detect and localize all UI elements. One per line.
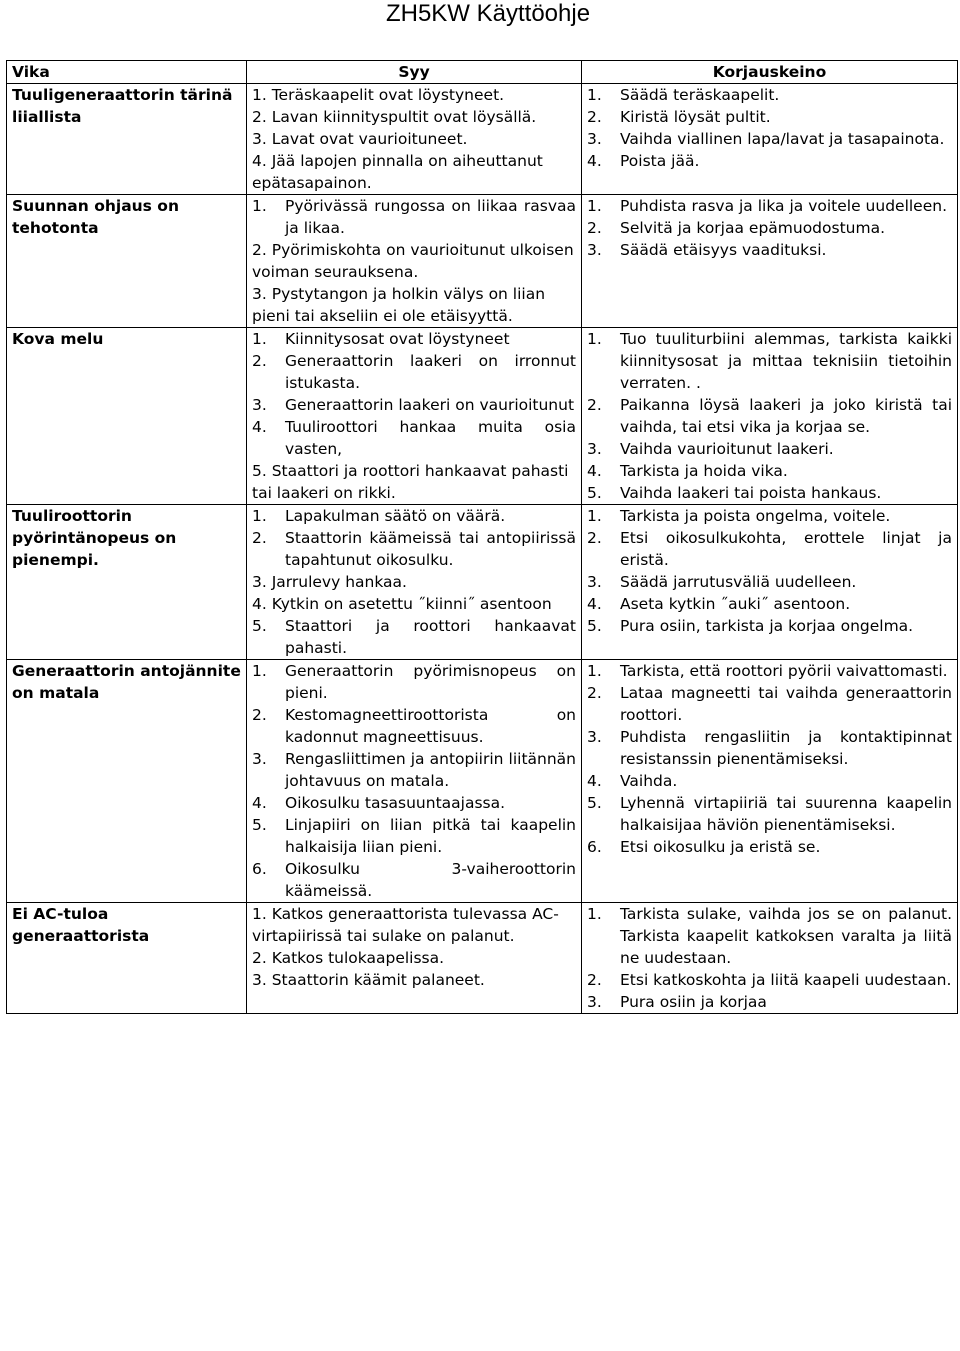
- item-text: Säädä teräskaapelit.: [620, 86, 780, 104]
- item-text: Tarkista, että roottori pyörii vaivattomasti.: [620, 662, 948, 680]
- cause-item: [252, 792, 576, 814]
- item-number: 6.: [252, 860, 267, 878]
- item-text: Staattorin käämeissä tai antopiirissä tapahtunut oikosulku.: [285, 529, 576, 569]
- fix-item: [587, 660, 952, 682]
- item-text: Pura osiin, tarkista ja korjaa ongelma.: [620, 617, 914, 635]
- item-number: 4.: [252, 418, 267, 436]
- cause-item: [252, 660, 576, 704]
- cause-item: [252, 704, 576, 748]
- fix-item: [587, 571, 952, 593]
- cause-cell: [247, 660, 582, 903]
- issue-cell: Ei AC-tuloa generaattorista: [7, 903, 247, 1014]
- item-text: Poista jää.: [620, 152, 700, 170]
- page-title: ZH5KW Käyttöohje: [385, 0, 591, 27]
- item-number: 3.: [587, 241, 602, 259]
- cause-item: [252, 195, 576, 239]
- cause-item: 1. Katkos generaattorista tulevassa AC-virtapiirissä tai sulake on palanut.: [252, 905, 559, 945]
- item-text: Puhdista rengasliitin ja kontaktipinnat resistanssin pienentämiseksi.: [620, 728, 952, 768]
- item-number: 2.: [252, 706, 267, 724]
- item-number: 1.: [252, 197, 267, 215]
- item-number: 5.: [252, 617, 267, 635]
- fix-item: [587, 969, 952, 991]
- cause-item: 2. Katkos tulokaapelissa.: [252, 949, 445, 967]
- table-row: [7, 84, 958, 195]
- fix-item: [587, 394, 952, 438]
- item-text: Puhdista rasva ja lika ja voitele uudelleen.: [620, 197, 947, 215]
- item-text: Pyörivässä rungossa on liikaa rasvaa ja likaa.: [285, 197, 576, 237]
- item-text: Lyhennä virtapiiriä tai suurenna kaapelin halkaisijaa häviön pienentämiseksi.: [620, 794, 952, 834]
- item-number: 1.: [252, 507, 267, 525]
- item-text: Aseta kytkin ˝auki˝ asentoon.: [620, 595, 851, 613]
- fix-cell: [582, 328, 958, 505]
- cause-item: [252, 858, 576, 902]
- cause-item: 4. Jää lapojen pinnalla on aiheuttanut epätasapainon.: [252, 152, 543, 192]
- item-number: 5.: [252, 816, 267, 834]
- cause-item: [252, 814, 576, 858]
- cause-item: [252, 350, 576, 394]
- item-text: Lapakulman säätö on väärä.: [285, 507, 506, 525]
- issue-cell: Kova melu: [7, 328, 247, 505]
- cause-item: 2. Lavan kiinnityspultit ovat löysällä.: [252, 108, 537, 126]
- cause-item: [252, 748, 576, 792]
- issue-cell: Tuuliroottorin pyörintänopeus on pienempi.: [7, 505, 247, 660]
- item-number: 2.: [252, 352, 267, 370]
- fix-item: [587, 195, 952, 217]
- item-number: 1.: [587, 507, 602, 525]
- table-row: [7, 328, 958, 505]
- item-text: Generaattorin laakeri on vaurioitunut: [285, 396, 575, 414]
- item-number: 3.: [587, 440, 602, 458]
- fix-item: [587, 460, 952, 482]
- item-number: 1.: [252, 330, 267, 348]
- item-number: 2.: [252, 529, 267, 547]
- fix-item: [587, 128, 952, 150]
- item-text: Tarkista sulake, vaihda jos se on palanut. Tarkista kaapelit katkoksen varalta ja liitä ne uudestaan.: [620, 905, 952, 967]
- header-korjauskeino: Korjauskeino: [582, 61, 958, 84]
- item-text: Tuo tuuliturbiini alemmas, tarkista kaikki kiinnitysosat ja mittaa teknisiin tietoihin verraten. .: [620, 330, 952, 392]
- table-row: [7, 195, 958, 328]
- cause-item: [252, 615, 576, 659]
- item-number: 1.: [587, 86, 602, 104]
- item-text: Kestomagneettiroottorista on kadonnut magneettisuus.: [285, 706, 576, 746]
- item-number: 2.: [587, 529, 602, 547]
- item-number: 5.: [587, 794, 602, 812]
- fix-item: [587, 150, 952, 172]
- header-vika: Vika: [7, 61, 247, 84]
- cause-cell: [247, 328, 582, 505]
- cause-item: [252, 416, 576, 460]
- item-number: 1.: [587, 662, 602, 680]
- item-text: Generaattorin laakeri on irronnut istukasta.: [285, 352, 576, 392]
- fix-cell: [582, 195, 958, 328]
- fix-item: [587, 836, 952, 858]
- item-text: Generaattorin pyörimisnopeus on pieni.: [285, 662, 576, 702]
- item-text: Säädä jarrutusväliä uudelleen.: [620, 573, 857, 591]
- issue-cell: Tuuligeneraattorin tärinä liiallista: [7, 84, 247, 195]
- item-number: 1.: [252, 662, 267, 680]
- item-text: Oikosulku tasasuuntaajassa.: [285, 794, 506, 812]
- item-text: Linjapiiri on liian pitkä tai kaapelin halkaisija liian pieni.: [285, 816, 576, 856]
- fix-cell: [582, 903, 958, 1014]
- item-number: 1.: [587, 905, 602, 923]
- fix-cell: [582, 660, 958, 903]
- cause-cell: [247, 903, 582, 1014]
- item-text: Staattori ja roottori hankaavat pahasti.: [285, 617, 576, 657]
- table-row: [7, 903, 958, 1014]
- item-text: Pura osiin ja korjaa: [620, 993, 767, 1011]
- item-text: Oikosulku 3-vaiheroottorin käämeissä.: [285, 860, 576, 900]
- item-text: Rengasliittimen ja antopiirin liitännän johtavuus on matala.: [285, 750, 576, 790]
- fix-item: [587, 682, 952, 726]
- troubleshooting-table: [6, 60, 958, 1014]
- table-row: [7, 505, 958, 660]
- item-number: 4.: [252, 794, 267, 812]
- cause-item: 4. Kytkin on asetettu ˝kiinni˝ asentoon: [252, 595, 552, 613]
- cause-item: 1. Teräskaapelit ovat löystyneet.: [252, 86, 505, 104]
- item-number: 3.: [587, 573, 602, 591]
- item-text: Vaihda vaurioitunut laakeri.: [620, 440, 834, 458]
- item-number: 3.: [587, 728, 602, 746]
- item-text: Etsi oikosulkukohta, erottele linjat ja eristä.: [620, 529, 952, 569]
- item-number: 3.: [252, 396, 267, 414]
- item-text: Paikanna löysä laakeri ja joko kiristä tai vaihda, tai etsi vika ja korjaa se.: [620, 396, 952, 436]
- item-number: 3.: [587, 993, 602, 1011]
- cause-item: 3. Pystytangon ja holkin välys on liian pieni tai akseliin ei ole etäisyyttä.: [252, 285, 546, 325]
- cause-item: [252, 505, 576, 527]
- item-text: Etsi katkoskohta ja liitä kaapeli uudestaan.: [620, 971, 952, 989]
- item-text: Vaihda.: [620, 772, 678, 790]
- item-number: 5.: [587, 484, 602, 502]
- table-row: [7, 660, 958, 903]
- issue-cell: Generaattorin antojännite on matala: [7, 660, 247, 903]
- fix-item: [587, 505, 952, 527]
- item-text: Lataa magneetti tai vaihda generaattorin roottori.: [620, 684, 952, 724]
- item-number: 4.: [587, 772, 602, 790]
- table-header-row: [7, 61, 958, 84]
- fix-item: [587, 106, 952, 128]
- fix-item: [587, 903, 952, 969]
- cause-item: 5. Staattori ja roottori hankaavat pahasti tai laakeri on rikki.: [252, 462, 569, 502]
- fix-item: [587, 593, 952, 615]
- item-text: Tuuliroottori hankaa muita osia vasten,: [285, 418, 576, 458]
- item-text: Kiristä löysät pultit.: [620, 108, 771, 126]
- fix-item: [587, 527, 952, 571]
- item-text: Säädä etäisyys vaadituksi.: [620, 241, 827, 259]
- item-text: Vaihda laakeri tai poista hankaus.: [620, 484, 882, 502]
- item-number: 2.: [587, 396, 602, 414]
- item-number: 5.: [587, 617, 602, 635]
- item-number: 6.: [587, 838, 602, 856]
- fix-cell: [582, 84, 958, 195]
- item-number: 2.: [587, 219, 602, 237]
- item-number: 2.: [587, 684, 602, 702]
- item-text: Etsi oikosulku ja eristä se.: [620, 838, 821, 856]
- cause-item: 3. Lavat ovat vaurioituneet.: [252, 130, 468, 148]
- item-number: 2.: [587, 108, 602, 126]
- item-text: Tarkista ja poista ongelma, voitele.: [620, 507, 891, 525]
- fix-item: [587, 217, 952, 239]
- item-number: 4.: [587, 152, 602, 170]
- item-number: 3.: [252, 750, 267, 768]
- item-number: 4.: [587, 462, 602, 480]
- fix-item: [587, 726, 952, 770]
- fix-item: [587, 770, 952, 792]
- item-number: 2.: [587, 971, 602, 989]
- item-number: 1.: [587, 330, 602, 348]
- header-syy: Syy: [247, 61, 582, 84]
- fix-item: [587, 482, 952, 504]
- cause-item: 3. Staattorin käämit palaneet.: [252, 971, 485, 989]
- fix-item: [587, 438, 952, 460]
- item-number: 1.: [587, 197, 602, 215]
- issue-cell: Suunnan ohjaus on tehotonta: [7, 195, 247, 328]
- item-text: Selvitä ja korjaa epämuodostuma.: [620, 219, 886, 237]
- cause-item: 3. Jarrulevy hankaa.: [252, 573, 407, 591]
- cause-item: [252, 527, 576, 571]
- item-number: 4.: [587, 595, 602, 613]
- fix-item: [587, 84, 952, 106]
- fix-item: [587, 328, 952, 394]
- fix-item: [587, 991, 952, 1013]
- cause-cell: [247, 505, 582, 660]
- cause-item: [252, 328, 576, 350]
- item-text: Kiinnitysosat ovat löystyneet: [285, 330, 510, 348]
- item-text: Vaihda viallinen lapa/lavat ja tasapainota.: [620, 130, 945, 148]
- cause-item: 2. Pyörimiskohta on vaurioitunut ulkoisen voiman seurauksena.: [252, 241, 574, 281]
- fix-item: [587, 615, 952, 637]
- cause-cell: [247, 84, 582, 195]
- item-text: Tarkista ja hoida vika.: [620, 462, 788, 480]
- item-number: 3.: [587, 130, 602, 148]
- cause-cell: [247, 195, 582, 328]
- fix-cell: [582, 505, 958, 660]
- fix-item: [587, 239, 952, 261]
- cause-item: [252, 394, 576, 416]
- fix-item: [587, 792, 952, 836]
